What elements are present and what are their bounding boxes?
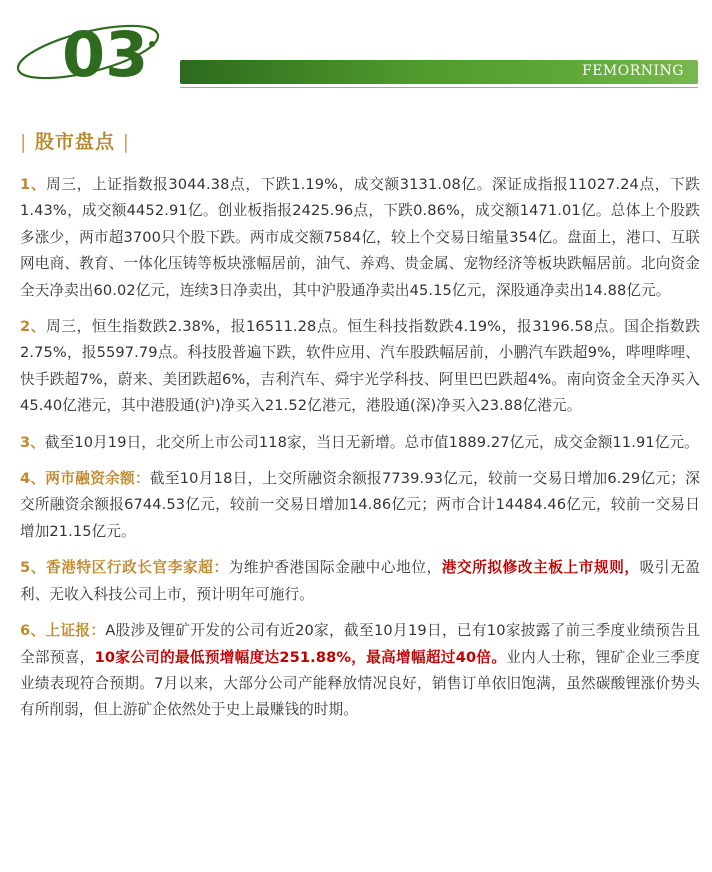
item-text: 截至10月18日，上交所融资余额报7739.93亿元，较前一交易日增加6.29亿元；深交所融资余额报6744.53亿元，较前一交易日增加14.86亿元；两市合计14484.46亿元，较前一交易日增加21.15亿元。 xyxy=(20,470,700,540)
item-text: 为维护香港国际金融中心地位， xyxy=(228,559,442,577)
news-item-4 xyxy=(20,466,700,545)
item-number: 2、 xyxy=(20,318,47,336)
item-tail: 吸引无盈利、无收入科技公司上市，预计明年可施行。 xyxy=(20,559,700,603)
news-list xyxy=(20,172,700,734)
item-number: 5、 xyxy=(20,559,47,577)
item-text: 周三，上证指数报3044.38点，下跌1.19%，成交额3131.08亿。深证成指报11027.24点，下跌1.43%，成交额4452.91亿。创业板指报2425.96点，下跌0.86%，成交额1471.01亿。总体上个股跌多涨少，两市超3700只个股下跌。两市成交额7584亿，较上个交易日缩量354亿。盘面上，港口、互联网电商、教育、一体化压铸等板块涨幅居前，油气、养鸡、贵金属、宠物经济等板块跌幅居前。北向资金全天净卖出60.02亿元，连续3日净卖出，其中沪股通净卖出45.15亿元，深股通净卖出14.88亿元。 xyxy=(20,176,700,299)
header-divider xyxy=(180,87,698,88)
item-lead: 两市融资余额： xyxy=(45,470,150,488)
section-header xyxy=(0,0,712,95)
item-lead: 香港特区行政长官李家超： xyxy=(46,559,229,577)
item-number: 3、 xyxy=(20,433,45,451)
section-number-logo xyxy=(10,10,170,90)
item-number: 6、 xyxy=(20,622,46,640)
item-number: 4、 xyxy=(20,470,46,488)
item-number: 1、 xyxy=(20,176,47,193)
section-number: 03 xyxy=(62,18,149,90)
item-text: A股涉及锂矿开发的公司有近20家，截至10月19日，已有10家披露了前三季度业绩预告且全部预喜， xyxy=(20,622,700,666)
item-tail: 业内人士称，锂矿企业三季度业绩表现符合预期。7月以来，大部分公司产能释放情况良好，销售订单依旧饱满，虽然碳酸锂涨价势头有所削弱，但上游矿企依然处于史上最赚钱的时期。 xyxy=(20,648,700,719)
item-text: 截至10月19日，北交所上市公司118家，当日无新增。总市值1889.27亿元，成交金额11.91亿元。 xyxy=(44,433,699,451)
section-title-text: 股市盘点 xyxy=(35,131,116,153)
title-bar-right: | xyxy=(122,131,131,153)
item-highlight: 10家公司的最低预增幅度达251.88%，最高增幅超过40倍。 xyxy=(94,648,507,666)
news-item-1 xyxy=(20,172,700,304)
brand-name: FEMORNING xyxy=(581,63,684,79)
item-text: 周三，恒生指数跌2.38%，报16511.28点。恒生科技指数跌4.19%，报3196.58点。国企指数跌2.75%，报5597.79点。科技股普遍下跌，软件应用、汽车股跌幅居前，小鹏汽车跌超9%，哔哩哔哩、快手跌超7%，蔚来、美团跌超6%，吉利汽车、舜宇光学科技、阿里巴巴跌超4%。南向资金全天净买入45.40亿港元，其中港股通(沪)净买入21.52亿港元，港股通(深)净买入23.88亿港元。 xyxy=(20,318,701,415)
item-lead: 上证报： xyxy=(45,622,106,640)
title-bar-left: | xyxy=(20,131,28,153)
brand-banner xyxy=(180,60,698,84)
news-item-6 xyxy=(20,618,700,724)
news-item-5 xyxy=(20,555,700,608)
item-highlight: 港交所拟修改主板上市规则， xyxy=(441,559,640,577)
news-item-2 xyxy=(20,314,700,420)
section-title xyxy=(20,127,130,154)
news-item-3 xyxy=(20,430,700,456)
